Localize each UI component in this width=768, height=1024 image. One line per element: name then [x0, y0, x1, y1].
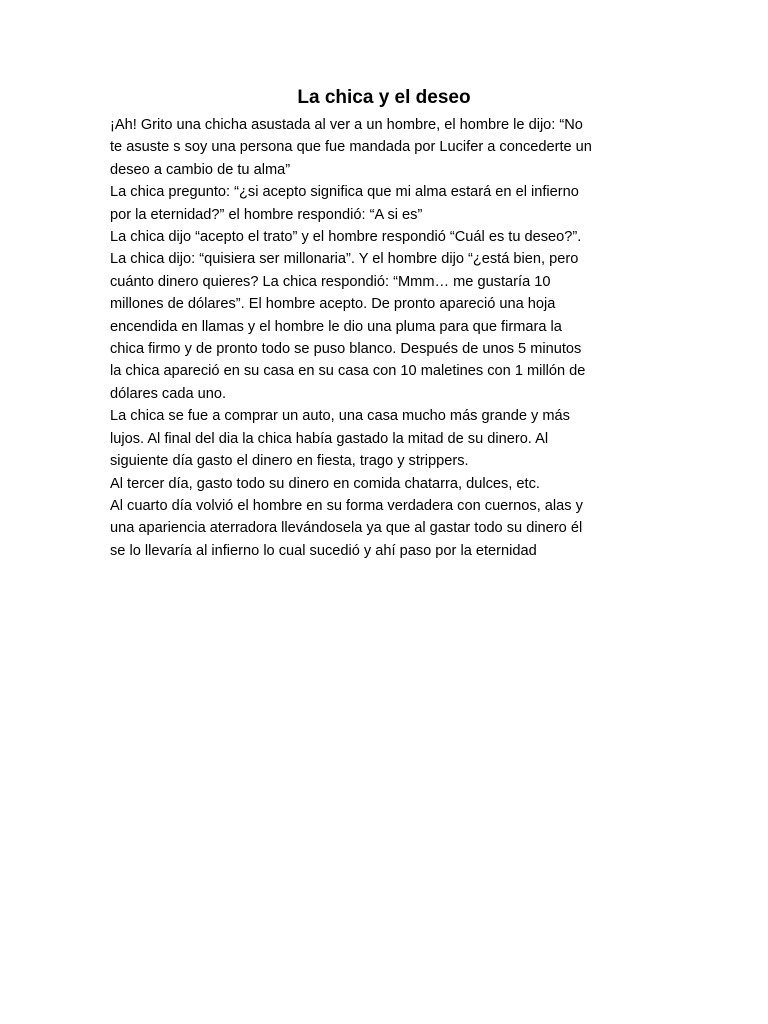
text-line: te asuste s soy una persona que fue mandada por Lucifer a concederte un [110, 139, 592, 156]
text-line: cuánto dinero quieres? La chica respondió: “Mmm… me gustaría 10 [110, 273, 551, 290]
text-line: La chica dijo: “quisiera ser millonaria”. Y el hombre dijo “¿está bien, pero [110, 251, 579, 268]
text-line: La chica pregunto: “¿si acepto significa que mi alma estará en el infierno [110, 184, 579, 201]
text-line: encendida en llamas y el hombre le dio una pluma para que firmara la [110, 318, 562, 335]
text-line: deseo a cambio de tu alma” [110, 161, 291, 178]
text-line: La chica dijo “acepto el trato” y el hombre respondió “Cuál es tu deseo?”. [110, 229, 582, 246]
text-line: chica firmo y de pronto todo se puso blanco. Después de unos 5 minutos [110, 341, 582, 358]
text-line: La chica se fue a comprar un auto, una casa mucho más grande y más [110, 408, 570, 425]
document-body [110, 114, 670, 562]
text-line: ¡Ah! Grito una chicha asustada al ver a un hombre, el hombre le dijo: “No [110, 117, 583, 133]
text-line: la chica apareció en su casa en su casa con 10 maletines con 1 millón de [110, 363, 586, 380]
text-line: por la eternidad?” el hombre respondió: “A si es” [110, 206, 423, 223]
text-line: lujos. Al final del dia la chica había gastado la mitad de su dinero. Al [110, 430, 549, 447]
document-title: La chica y el deseo [297, 87, 471, 108]
text-line: Al cuarto día volvió el hombre en su forma verdadera con cuernos, alas y [110, 497, 583, 514]
text-line: Al tercer día, gasto todo su dinero en comida chatarra, dulces, etc. [110, 475, 540, 492]
text-line: millones de dólares”. El hombre acepto. De pronto apareció una hoja [110, 296, 556, 313]
text-line: dólares cada uno. [110, 385, 227, 402]
text-line: una apariencia aterradora llevándosela ya que al gastar todo su dinero él [110, 520, 583, 537]
text-line: siguiente día gasto el dinero en fiesta, trago y strippers. [110, 453, 469, 470]
text-line: se lo llevaría al infierno lo cual sucedió y ahí paso por la eternidad [110, 542, 537, 559]
